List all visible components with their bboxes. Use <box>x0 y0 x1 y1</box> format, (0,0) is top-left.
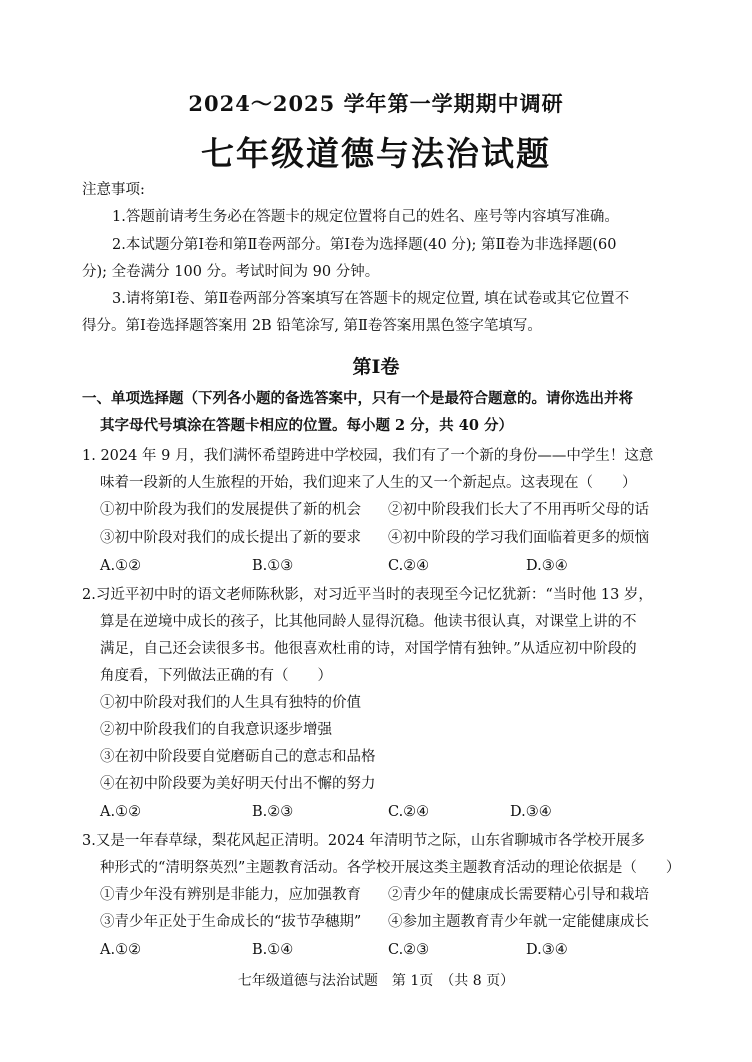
question-1-item: ②初中阶段我们长大了不用再听父母的话 <box>388 502 649 518</box>
question-3-choice-d: D.③④ <box>526 942 568 958</box>
question-2-choice-b: B.②③ <box>252 804 294 820</box>
section-instruction: 其字母代号填涂在答题卡相应的位置。每小题 2 分，共 40 分） <box>100 417 513 434</box>
question-3-stem: 3.又是一年春草绿，梨花风起正清明。2024 年清明节之际，山东省聊城市各学校开展多 <box>82 833 645 849</box>
question-2-stem: 算是在逆境中成长的孩子，比其他同龄人显得沉稳。他读书很认真，对课堂上讲的不 <box>100 614 637 630</box>
question-2-stem: 角度看，下列做法正确的有（ ） <box>100 668 332 684</box>
question-2-item: ④在初中阶段要为美好明天付出不懈的努力 <box>100 776 376 792</box>
question-1-stem: 1. 2024 年 9 月，我们满怀希望跨进中学校园，我们有了一个新的身份——中学生！这意 <box>82 448 654 464</box>
section-title: 第Ⅰ卷 <box>352 356 400 378</box>
question-2-stem: 满足，自己还会读很多书。他很喜欢杜甫的诗，对国学情有独钟。”从适应初中阶段的 <box>100 641 637 657</box>
notes-line: 3.请将第Ⅰ卷、第Ⅱ卷两部分答案填写在答题卡的规定位置, 填在试卷或其它位置不 <box>112 291 630 307</box>
question-1-stem: 味着一段新的人生旅程的开始，我们迎来了人生的又一个新起点。这表现在（ ） <box>100 475 637 491</box>
question-3-choice-c: C.②③ <box>388 942 430 958</box>
notes-heading: 注意事项: <box>82 182 145 198</box>
question-3-stem: 种形式的“清明祭英烈”主题教育活动。各学校开展这类主题教育活动的理论依据是（ ） <box>100 860 681 876</box>
exam-subtitle: 2024～2025 学年第一学期期中调研 <box>188 91 564 116</box>
section-instruction: 一、单项选择题（下列各小题的备选答案中，只有一个是最符合题意的。请你选出并将 <box>82 390 633 407</box>
notes-line: 2.本试题分第Ⅰ卷和第Ⅱ卷两部分。第Ⅰ卷为选择题(40 分); 第Ⅱ卷为非选择题(60 <box>112 237 617 253</box>
question-2-stem: 2.习近平初中时的语文老师陈秋影，对习近平当时的表现至今记忆犹新：“当时他 13 岁， <box>82 587 653 603</box>
question-3-item: ②青少年的健康成长需要精心引导和栽培 <box>388 887 649 903</box>
question-3-item: ④参加主题教育青少年就一定能健康成长 <box>388 914 649 930</box>
question-1-item: ④初中阶段的学习我们面临着更多的烦恼 <box>388 530 649 546</box>
question-1-choice-c: C.②④ <box>388 558 430 574</box>
question-2-choice-c: C.②④ <box>388 804 430 820</box>
question-1-item: ①初中阶段为我们的发展提供了新的机会 <box>100 502 361 518</box>
notes-line: 1.答题前请考生务必在答题卡的规定位置将自己的姓名、座号等内容填写准确。 <box>112 209 619 225</box>
question-2-choice-d: D.③④ <box>510 804 552 820</box>
question-1-choice-a: A.①② <box>100 558 142 574</box>
question-3-item: ①青少年没有辨别是非能力，应加强教育 <box>100 887 361 903</box>
exam-title: 七年级道德与法治试题 <box>201 134 551 173</box>
question-1-choice-b: B.①③ <box>252 558 294 574</box>
question-3-choice-a: A.①② <box>100 942 142 958</box>
question-2-choice-a: A.①② <box>100 804 142 820</box>
notes-line: 得分。第Ⅰ卷选择题答案用 2B 铅笔涂写, 第Ⅱ卷答案用黑色签字笔填写。 <box>82 318 542 334</box>
notes-line: 分); 全卷满分 100 分。考试时间为 90 分钟。 <box>82 264 380 280</box>
question-2-item: ①初中阶段对我们的人生具有独特的价值 <box>100 695 361 711</box>
question-1-item: ③初中阶段对我们的成长提出了新的要求 <box>100 530 361 546</box>
page-footer: 七年级道德与法治试题 第 1页 （共 8 页） <box>237 973 515 989</box>
question-2-item: ③在初中阶段要自觉磨砺自己的意志和品格 <box>100 749 376 765</box>
question-3-item: ③青少年正处于生命成长的“拔节孕穗期” <box>100 914 362 930</box>
question-3-choice-b: B.①④ <box>252 942 294 958</box>
question-2-item: ②初中阶段我们的自我意识逐步增强 <box>100 722 332 738</box>
question-1-choice-d: D.③④ <box>526 558 568 574</box>
